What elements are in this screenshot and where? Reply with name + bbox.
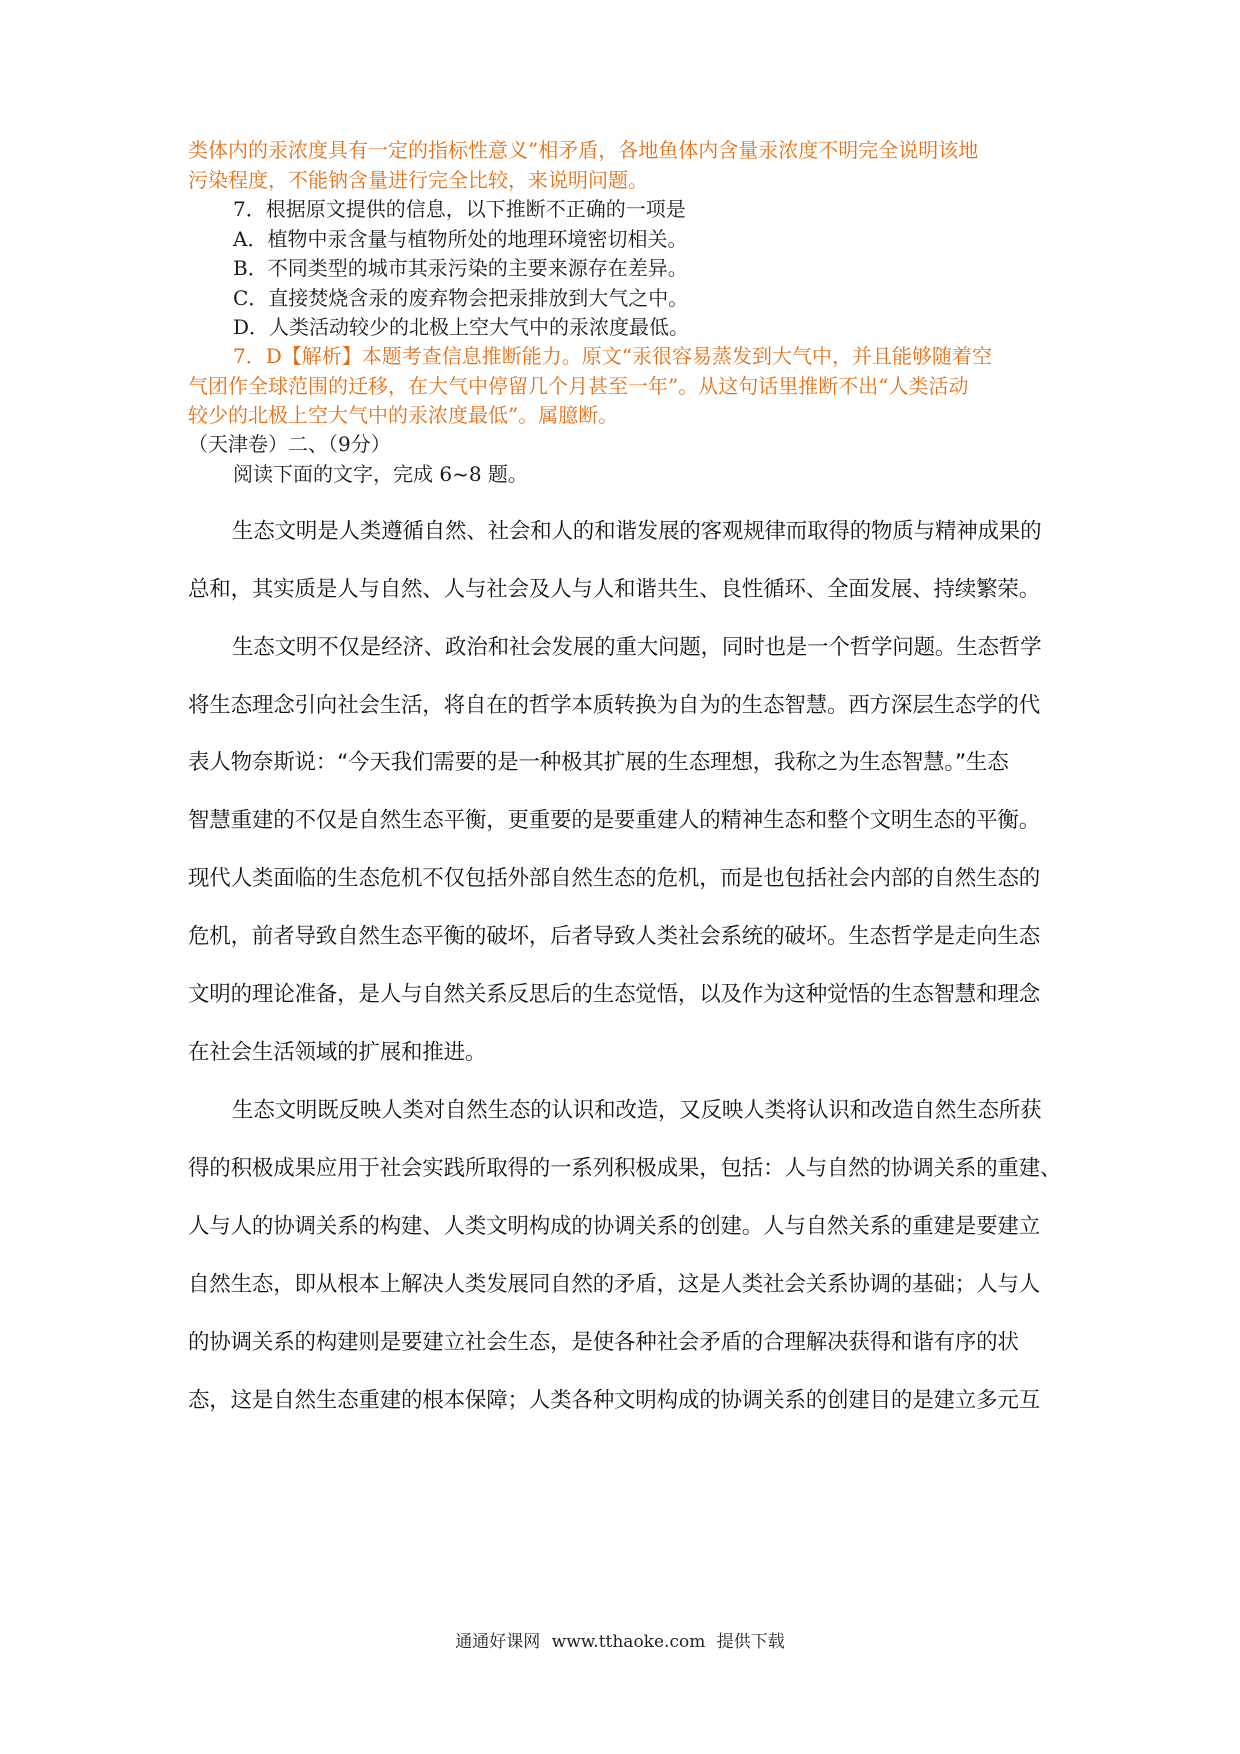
essay-line: 人与人的协调关系的构建、人类文明构成的协调关系的创建。人与自然关系的重建是要建立 bbox=[188, 1214, 1041, 1239]
essay-line: 态，这是自然生态重建的根本保障；人类各种文明构成的协调关系的创建目的是建立多元互 bbox=[188, 1388, 1041, 1413]
answer6-line-1: 类体内的汞浓度具有一定的指标性意义”相矛盾，各地鱼体内含量汞浓度不明完全说明该地 bbox=[188, 138, 979, 162]
answer7-line-1: 7．D【解析】本题考查信息推断能力。原文“汞很容易蒸发到大气中，并且能够随着空 bbox=[233, 344, 992, 368]
section-source: （天津卷）二、（9分） bbox=[188, 432, 391, 456]
question7-option-d: D．人类活动较少的北极上空大气中的汞浓度最低。 bbox=[233, 315, 690, 339]
page-footer bbox=[0, 1630, 1240, 1654]
footer-note: 提供下载 bbox=[716, 1632, 785, 1652]
essay-line: 文明的理论准备，是人与自然关系反思后的生态觉悟，以及作为这种觉悟的生态智慧和理念 bbox=[188, 982, 1041, 1007]
essay-line: 生态文明既反映人类对自然生态的认识和改造，又反映人类将认识和改造自然生态所获 bbox=[232, 1098, 1042, 1123]
essay-line: 将生态理念引向社会生活，将自在的哲学本质转换为自为的生态智慧。西方深层生态学的代 bbox=[188, 693, 1041, 718]
answer7-line-3: 较少的北极上空大气中的汞浓度最低”。属臆断。 bbox=[188, 403, 619, 427]
essay-line: 危机，前者导致自然生态平衡的破坏，后者导致人类社会系统的破坏。生态哲学是走向生态 bbox=[188, 924, 1041, 949]
essay-line: 现代人类面临的生态危机不仅包括外部自然生态的危机，而是也包括社会内部的自然生态的 bbox=[188, 866, 1041, 891]
question7-stem: 7．根据原文提供的信息，以下推断不正确的一项是 bbox=[233, 197, 686, 221]
question7-option-b: B．不同类型的城市其汞污染的主要来源存在差异。 bbox=[233, 256, 688, 280]
essay-line: 生态文明不仅是经济、政治和社会发展的重大问题，同时也是一个哲学问题。生态哲学 bbox=[232, 635, 1042, 660]
footer-url[interactable]: www.tthaoke.com bbox=[551, 1632, 706, 1652]
essay-line: 总和，其实质是人与自然、人与社会及人与人和谐共生、良性循环、全面发展、持续繁荣。 bbox=[188, 577, 1041, 602]
section-instruction: 阅读下面的文字，完成 6~8 题。 bbox=[233, 462, 528, 486]
essay-line: 智慧重建的不仅是自然生态平衡，更重要的是要重建人的精神生态和整个文明生态的平衡。 bbox=[188, 808, 1041, 833]
essay-line: 的协调关系的构建则是要建立社会生态，是使各种社会矛盾的合理解决获得和谐有序的状 bbox=[188, 1330, 1019, 1355]
essay-line: 在社会生活领域的扩展和推进。 bbox=[188, 1040, 487, 1065]
footer-site: 通通好课网 bbox=[455, 1632, 541, 1652]
answer7-line-2: 气团作全球范围的迁移，在大气中停留几个月甚至一年”。从这句话里推断不出“人类活动 bbox=[188, 374, 969, 398]
question7-option-a: A．植物中汞含量与植物所处的地理环境密切相关。 bbox=[233, 227, 688, 251]
essay-line: 表人物奈斯说：“今天我们需要的是一种极其扩展的生态理想，我称之为生态智慧。”生态 bbox=[188, 750, 1009, 775]
question7-option-c: C．直接焚烧含汞的废弃物会把汞排放到大气之中。 bbox=[233, 286, 689, 310]
essay-line: 生态文明是人类遵循自然、社会和人的和谐发展的客观规律而取得的物质与精神成果的 bbox=[232, 519, 1042, 544]
answer6-line-2: 污染程度，不能钠含量进行完全比较，来说明问题。 bbox=[188, 168, 648, 192]
essay-line: 自然生态，即从根本上解决人类发展同自然的矛盾，这是人类社会关系协调的基础；人与人 bbox=[188, 1272, 1041, 1297]
essay-line: 得的积极成果应用于社会实践所取得的一系列积极成果，包括：人与自然的协调关系的重建、 bbox=[188, 1156, 1062, 1181]
